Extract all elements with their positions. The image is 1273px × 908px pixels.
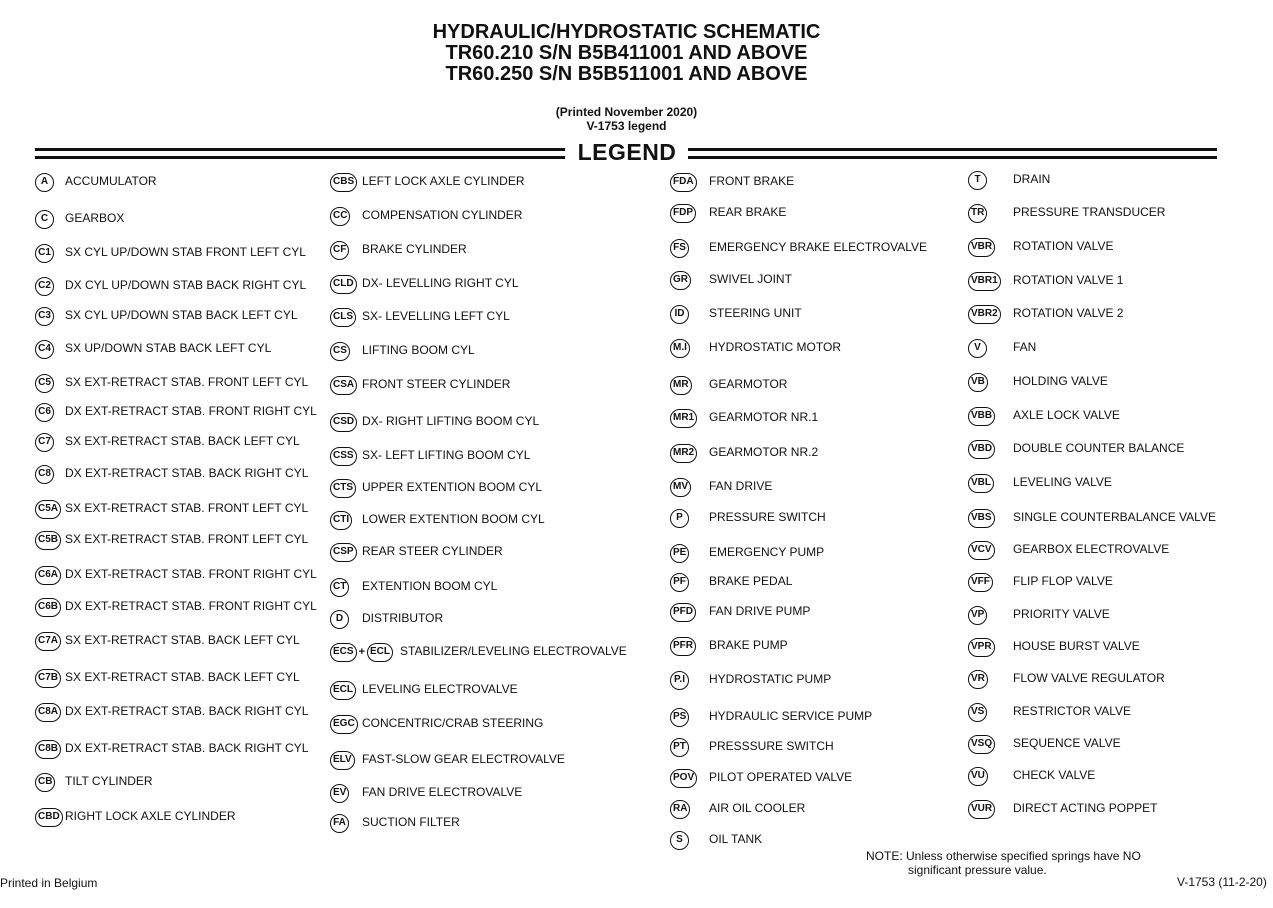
- legend-symbol: PF: [670, 573, 689, 592]
- footer-left: Printed in Belgium: [0, 876, 98, 890]
- legend-symbol-group: [968, 337, 987, 359]
- legend-label: FLIP FLOP VALVE: [1013, 574, 1113, 588]
- legend-symbol: CLD: [330, 275, 357, 294]
- legend-symbol-group: [35, 529, 61, 551]
- note-line-1: NOTE: Unless otherwise specified springs have NO: [866, 849, 1141, 863]
- legend-symbol: C3: [35, 307, 54, 326]
- legend-symbol-group: [35, 338, 54, 360]
- legend-symbol: VB: [968, 373, 988, 392]
- legend-symbol-group: [35, 208, 54, 230]
- legend-symbol: CT: [330, 578, 349, 597]
- legend-label: SX- LEVELLING LEFT CYL: [362, 309, 510, 323]
- legend-label: GEARMOTOR: [709, 377, 788, 391]
- legend-label: AIR OIL COOLER: [709, 801, 806, 815]
- legend-rule-right: [688, 148, 1217, 159]
- legend-symbol-group: [670, 706, 689, 728]
- legend-symbol-group: [35, 305, 54, 327]
- legend-symbol-group: [968, 472, 994, 494]
- legend-symbol-group: [968, 236, 995, 258]
- legend-label: RIGHT LOCK AXLE CYLINDER: [65, 809, 236, 823]
- legend-label: SX EXT-RETRACT STAB. BACK LEFT CYL: [65, 434, 300, 448]
- legend-symbol-group: [35, 401, 54, 423]
- legend-symbol-group: [670, 571, 689, 593]
- legend-symbol: VFF: [968, 573, 993, 592]
- legend-symbol: VBB: [968, 407, 995, 426]
- legend-symbol-group: [968, 701, 987, 723]
- legend-symbol-group: [35, 171, 54, 193]
- legend-symbol-group: [670, 507, 689, 529]
- legend-label: SX CYL UP/DOWN STAB BACK LEFT CYL: [65, 308, 298, 322]
- legend-symbol-group: [670, 542, 689, 564]
- legend-label: RESTRICTOR VALVE: [1013, 704, 1132, 718]
- legend-symbol-group: [670, 442, 697, 464]
- legend-symbol-group: [670, 476, 691, 498]
- legend-label: BRAKE PUMP: [709, 638, 788, 652]
- legend-symbol-group: [330, 340, 350, 362]
- legend-label: BRAKE PEDAL: [709, 574, 793, 588]
- legend-symbol: TR: [968, 204, 987, 223]
- legend-label: GEARMOTOR NR.1: [709, 410, 819, 424]
- legend-label: DX- RIGHT LIFTING BOOM CYL: [362, 414, 540, 428]
- legend-symbol-group: [330, 509, 352, 531]
- legend-symbol: ELV: [330, 751, 355, 770]
- legend-symbol: POV: [670, 769, 697, 788]
- legend-label: SUCTION FILTER: [362, 815, 460, 829]
- legend-symbol: VR: [968, 670, 988, 689]
- legend-label: EXTENTION BOOM CYL: [362, 579, 498, 593]
- legend-label: STABILIZER/LEVELING ELECTROVALVE: [400, 644, 627, 658]
- legend-symbol-group: [35, 806, 63, 828]
- legend-symbol-group: [968, 303, 1001, 325]
- legend-symbol: C4: [35, 340, 54, 359]
- legend-symbol-group: [35, 667, 61, 689]
- legend-label: PRESSURE TRANSDUCER: [1013, 205, 1166, 219]
- legend-symbol: GR: [670, 271, 691, 290]
- legend-symbol: CSA: [330, 376, 357, 395]
- legend-symbol-group: [35, 498, 61, 520]
- legend-symbol: V: [968, 339, 987, 358]
- legend-symbol-group: [670, 798, 690, 820]
- legend-symbol: PS: [670, 708, 689, 727]
- legend-symbol: CSD: [330, 413, 357, 432]
- legend-symbol-group: [330, 782, 349, 804]
- legend-symbol: VBD: [968, 440, 995, 459]
- legend-symbol: A: [35, 173, 54, 192]
- legend-label: FAST-SLOW GEAR ELECTROVALVE: [362, 752, 565, 766]
- legend-symbol: CC: [330, 207, 350, 226]
- legend-symbol: CSP: [330, 543, 357, 562]
- legend-symbol: CBD: [35, 808, 63, 827]
- legend-symbol-group: [968, 636, 995, 658]
- legend-symbol-group: [670, 635, 696, 657]
- legend-symbol: C2: [35, 277, 54, 296]
- legend-symbol-group: [330, 713, 358, 735]
- legend-symbol: C6B: [35, 598, 61, 617]
- legend-symbol: C: [35, 210, 54, 229]
- legend-symbol-group: [35, 431, 54, 453]
- legend-symbol-group: [330, 679, 356, 701]
- legend-symbol-group: [330, 641, 393, 663]
- legend-symbol-group: [670, 374, 692, 396]
- legend-symbol-group: [670, 171, 697, 193]
- legend-symbol-group: [670, 303, 689, 325]
- legend-symbol: VUR: [968, 800, 995, 819]
- legend-symbol: VPR: [968, 638, 995, 657]
- legend-label: CHECK VALVE: [1013, 768, 1096, 782]
- legend-symbol-group: [35, 242, 54, 264]
- legend-symbol: CBS: [330, 173, 357, 192]
- legend-symbol-group: [670, 601, 696, 623]
- legend-label: HYDROSTATIC MOTOR: [709, 340, 841, 354]
- legend-symbol-group: [35, 630, 61, 652]
- legend-symbol-group: [35, 564, 61, 586]
- plus-sign: +: [358, 646, 365, 658]
- legend-label: LEFT LOCK AXLE CYLINDER: [362, 174, 525, 188]
- legend-symbol-group: [968, 765, 988, 787]
- legend-symbol-group: [670, 237, 689, 259]
- legend-symbol-group: [35, 771, 55, 793]
- legend-symbol: ECL: [330, 681, 356, 700]
- legend-symbol-group: [330, 239, 349, 261]
- legend-label: DX EXT-RETRACT STAB. BACK RIGHT CYL: [65, 741, 309, 755]
- legend-symbol: C5B: [35, 531, 61, 550]
- legend-symbol-group: [968, 798, 995, 820]
- legend-symbol: C7A: [35, 632, 61, 651]
- title-line-1: HYDRAULIC/HYDROSTATIC SCHEMATIC: [432, 21, 821, 43]
- legend-symbol: VP: [968, 606, 987, 625]
- legend-symbol-group: [35, 463, 54, 485]
- legend-symbol-secondary: ECL: [367, 643, 393, 662]
- legend-symbol: MR1: [670, 409, 697, 428]
- legend-symbol-group: [968, 169, 987, 191]
- legend-label: SX EXT-RETRACT STAB. FRONT LEFT CYL: [65, 501, 309, 515]
- legend-symbol-group: [968, 668, 988, 690]
- legend-symbol-group: [35, 738, 61, 760]
- legend-symbol-group: [35, 372, 54, 394]
- legend-label: AXLE LOCK VALVE: [1013, 408, 1120, 422]
- legend-symbol: C8: [35, 465, 54, 484]
- legend-label: GEARBOX: [65, 211, 125, 225]
- footer-right: V-1753 (11-2-20): [1177, 875, 1267, 889]
- legend-symbol: VBR: [968, 238, 995, 257]
- legend-symbol: VSQ: [968, 735, 995, 754]
- legend-label: DX EXT-RETRACT STAB. BACK RIGHT CYL: [65, 466, 309, 480]
- legend-label: LEVELING ELECTROVALVE: [362, 682, 518, 696]
- legend-symbol-group: [670, 407, 697, 429]
- legend-label: PRESSURE SWITCH: [709, 510, 826, 524]
- legend-label: DX CYL UP/DOWN STAB BACK RIGHT CYL: [65, 278, 307, 292]
- legend-label: FRONT BRAKE: [709, 174, 795, 188]
- legend-label: CONCENTRIC/CRAB STEERING: [362, 716, 544, 730]
- legend-label: FAN DRIVE: [709, 479, 773, 493]
- legend-symbol-group: [330, 541, 357, 563]
- legend-label: OIL TANK: [709, 832, 763, 846]
- title-line-2: TR60.210 S/N B5B411001 AND ABOVE: [445, 42, 808, 64]
- legend-symbol: PFD: [670, 603, 696, 622]
- legend-label: DX- LEVELLING RIGHT CYL: [362, 276, 519, 290]
- legend-symbol: PT: [670, 738, 689, 757]
- legend-symbol: FDA: [670, 173, 697, 192]
- legend-label: TILT CYLINDER: [65, 774, 153, 788]
- legend-symbol-group: [968, 405, 995, 427]
- legend-symbol-group: [670, 736, 689, 758]
- legend-symbol-group: [330, 273, 357, 295]
- legend-symbol-group: [330, 374, 357, 396]
- legend-label: STEERING UNIT: [709, 306, 802, 320]
- legend-symbol-group: [968, 733, 995, 755]
- legend-symbol: VBS: [968, 509, 995, 528]
- legend-symbol-group: [968, 438, 995, 460]
- legend-label: HOLDING VALVE: [1013, 374, 1108, 388]
- legend-label: SX EXT-RETRACT STAB. FRONT LEFT CYL: [65, 532, 309, 546]
- legend-symbol: P: [670, 509, 689, 528]
- legend-symbol: FS: [670, 239, 689, 258]
- legend-heading: LEGEND: [577, 139, 677, 165]
- legend-label: HOUSE BURST VALVE: [1013, 639, 1140, 653]
- legend-symbol-group: [670, 337, 690, 359]
- legend-symbol: EGC: [330, 715, 358, 734]
- legend-code: V-1753 legend: [586, 119, 667, 133]
- legend-symbol: FA: [330, 814, 349, 833]
- legend-label: LIFTING BOOM CYL: [362, 343, 475, 357]
- legend-symbol: ID: [670, 305, 689, 324]
- legend-symbol-group: [670, 202, 696, 224]
- legend-label: LEVELING VALVE: [1013, 475, 1112, 489]
- legend-symbol: P.I: [670, 671, 689, 690]
- legend-label: FLOW VALVE REGULATOR: [1013, 671, 1165, 685]
- legend-symbol: RA: [670, 800, 690, 819]
- legend-symbol: MR: [670, 376, 692, 395]
- legend-symbol-group: [968, 371, 988, 393]
- legend-symbol: MR2: [670, 444, 697, 463]
- legend-symbol: C5A: [35, 500, 61, 519]
- legend-label: DISTRIBUTOR: [362, 611, 444, 625]
- legend-symbol-group: [35, 596, 61, 618]
- legend-label: EMERGENCY BRAKE ELECTROVALVE: [709, 240, 928, 254]
- legend-symbol: CS: [330, 342, 350, 361]
- legend-label: DX EXT-RETRACT STAB. BACK RIGHT CYL: [65, 704, 309, 718]
- legend-label: REAR BRAKE: [709, 205, 787, 219]
- legend-symbol: C6A: [35, 566, 61, 585]
- legend-label: EMERGENCY PUMP: [709, 545, 825, 559]
- legend-label: COMPENSATION CYLINDER: [362, 208, 523, 222]
- legend-label: SEQUENCE VALVE: [1013, 736, 1121, 750]
- legend-symbol: CLS: [330, 308, 356, 327]
- legend-symbol-group: [670, 269, 691, 291]
- legend-symbol: CF: [330, 241, 349, 260]
- legend-symbol-group: [968, 507, 995, 529]
- legend-symbol-group: [330, 749, 355, 771]
- legend-symbol: C5: [35, 374, 54, 393]
- legend-symbol: VS: [968, 703, 987, 722]
- legend-label: GEARMOTOR NR.2: [709, 445, 819, 459]
- legend-label: SX CYL UP/DOWN STAB FRONT LEFT CYL: [65, 245, 306, 259]
- legend-symbol-group: [968, 270, 1001, 292]
- legend-symbol-group: [330, 205, 350, 227]
- legend-symbol: D: [330, 610, 349, 629]
- legend-label: PRIORITY VALVE: [1013, 607, 1110, 621]
- legend-symbol-group: [330, 812, 349, 834]
- note-line-2: significant pressure value.: [908, 863, 1047, 877]
- legend-symbol-group: [330, 576, 349, 598]
- legend-label: REAR STEER CYLINDER: [362, 544, 503, 558]
- legend-symbol: C8B: [35, 740, 61, 759]
- legend-symbol-group: [968, 571, 993, 593]
- legend-symbol-group: [330, 445, 357, 467]
- legend-label: FAN DRIVE PUMP: [709, 604, 811, 618]
- legend-label: FAN DRIVE ELECTROVALVE: [362, 785, 523, 799]
- legend-label: SX EXT-RETRACT STAB. FRONT LEFT CYL: [65, 375, 309, 389]
- legend-label: HYDRAULIC SERVICE PUMP: [709, 709, 873, 723]
- title-line-3: TR60.250 S/N B5B511001 AND ABOVE: [445, 63, 808, 85]
- legend-label: ROTATION VALVE: [1013, 239, 1114, 253]
- legend-label: HYDROSTATIC PUMP: [709, 672, 832, 686]
- legend-symbol-group: [670, 829, 689, 851]
- legend-label: SX EXT-RETRACT STAB. BACK LEFT CYL: [65, 670, 300, 684]
- legend-symbol-group: [330, 608, 349, 630]
- legend-symbol: VBR1: [968, 272, 1001, 291]
- legend-rule-left: [35, 148, 565, 159]
- legend-label: PILOT OPERATED VALVE: [709, 770, 853, 784]
- legend-symbol-group: [330, 171, 357, 193]
- legend-symbol: VBR2: [968, 305, 1001, 324]
- legend-symbol: VU: [968, 767, 988, 786]
- legend-symbol: FDP: [670, 204, 696, 223]
- legend-symbol-group: [968, 604, 987, 626]
- legend-label: SINGLE COUNTERBALANCE VALVE: [1013, 510, 1216, 524]
- legend-symbol: CTS: [330, 479, 356, 498]
- legend-symbol: PFR: [670, 637, 696, 656]
- legend-label: FRONT STEER CYLINDER: [362, 377, 511, 391]
- legend-label: SX- LEFT LIFTING BOOM CYL: [362, 448, 531, 462]
- legend-label: SX UP/DOWN STAB BACK LEFT CYL: [65, 341, 272, 355]
- legend-label: UPPER EXTENTION BOOM CYL: [362, 480, 543, 494]
- legend-label: SX EXT-RETRACT STAB. BACK LEFT CYL: [65, 633, 300, 647]
- legend-symbol-group: [330, 306, 356, 328]
- legend-label: DX EXT-RETRACT STAB. FRONT RIGHT CYL: [65, 599, 317, 613]
- legend-symbol-group: [968, 539, 995, 561]
- legend-label: DX EXT-RETRACT STAB. FRONT RIGHT CYL: [65, 567, 317, 581]
- legend-symbol-group: [35, 275, 54, 297]
- legend-symbol: C8A: [35, 703, 61, 722]
- legend-label: ROTATION VALVE 2: [1013, 306, 1124, 320]
- legend-label: BRAKE CYLINDER: [362, 242, 467, 256]
- legend-label: DOUBLE COUNTER BALANCE: [1013, 441, 1185, 455]
- legend-symbol: CB: [35, 773, 55, 792]
- legend-symbol: C1: [35, 244, 54, 263]
- legend-symbol: VCV: [968, 541, 995, 560]
- legend-symbol-group: [35, 701, 61, 723]
- legend-symbol-group: [670, 767, 697, 789]
- legend-symbol: EV: [330, 784, 349, 803]
- legend-label: DX EXT-RETRACT STAB. FRONT RIGHT CYL: [65, 404, 317, 418]
- legend-label: GEARBOX ELECTROVALVE: [1013, 542, 1170, 556]
- legend-symbol: S: [670, 831, 689, 850]
- legend-symbol: MV: [670, 478, 691, 497]
- legend-label: DRAIN: [1013, 172, 1051, 186]
- legend-symbol-group: [670, 669, 689, 691]
- legend-symbol-group: [330, 411, 357, 433]
- printed-date: (Printed November 2020): [555, 105, 698, 119]
- legend-label: FAN: [1013, 340, 1037, 354]
- legend-symbol-group: [968, 202, 987, 224]
- legend-label: PRESSSURE SWITCH: [709, 739, 834, 753]
- legend-symbol: CSS: [330, 447, 357, 466]
- legend-label: LOWER EXTENTION BOOM CYL: [362, 512, 545, 526]
- legend-label: DIRECT ACTING POPPET: [1013, 801, 1158, 815]
- legend-symbol-group: [330, 477, 356, 499]
- legend-label: SWIVEL JOINT: [709, 272, 792, 286]
- legend-symbol: ECS: [330, 643, 357, 662]
- legend-symbol: C6: [35, 403, 54, 422]
- legend-symbol: CTI: [330, 511, 352, 530]
- legend-symbol: PE: [670, 544, 689, 563]
- legend-symbol: VBL: [968, 474, 994, 493]
- legend-symbol: M.I: [670, 339, 690, 358]
- legend-symbol: C7B: [35, 669, 61, 688]
- legend-label: ROTATION VALVE 1: [1013, 273, 1124, 287]
- legend-symbol: C7: [35, 433, 54, 452]
- legend-label: ACCUMULATOR: [65, 174, 157, 188]
- legend-symbol: T: [968, 171, 987, 190]
